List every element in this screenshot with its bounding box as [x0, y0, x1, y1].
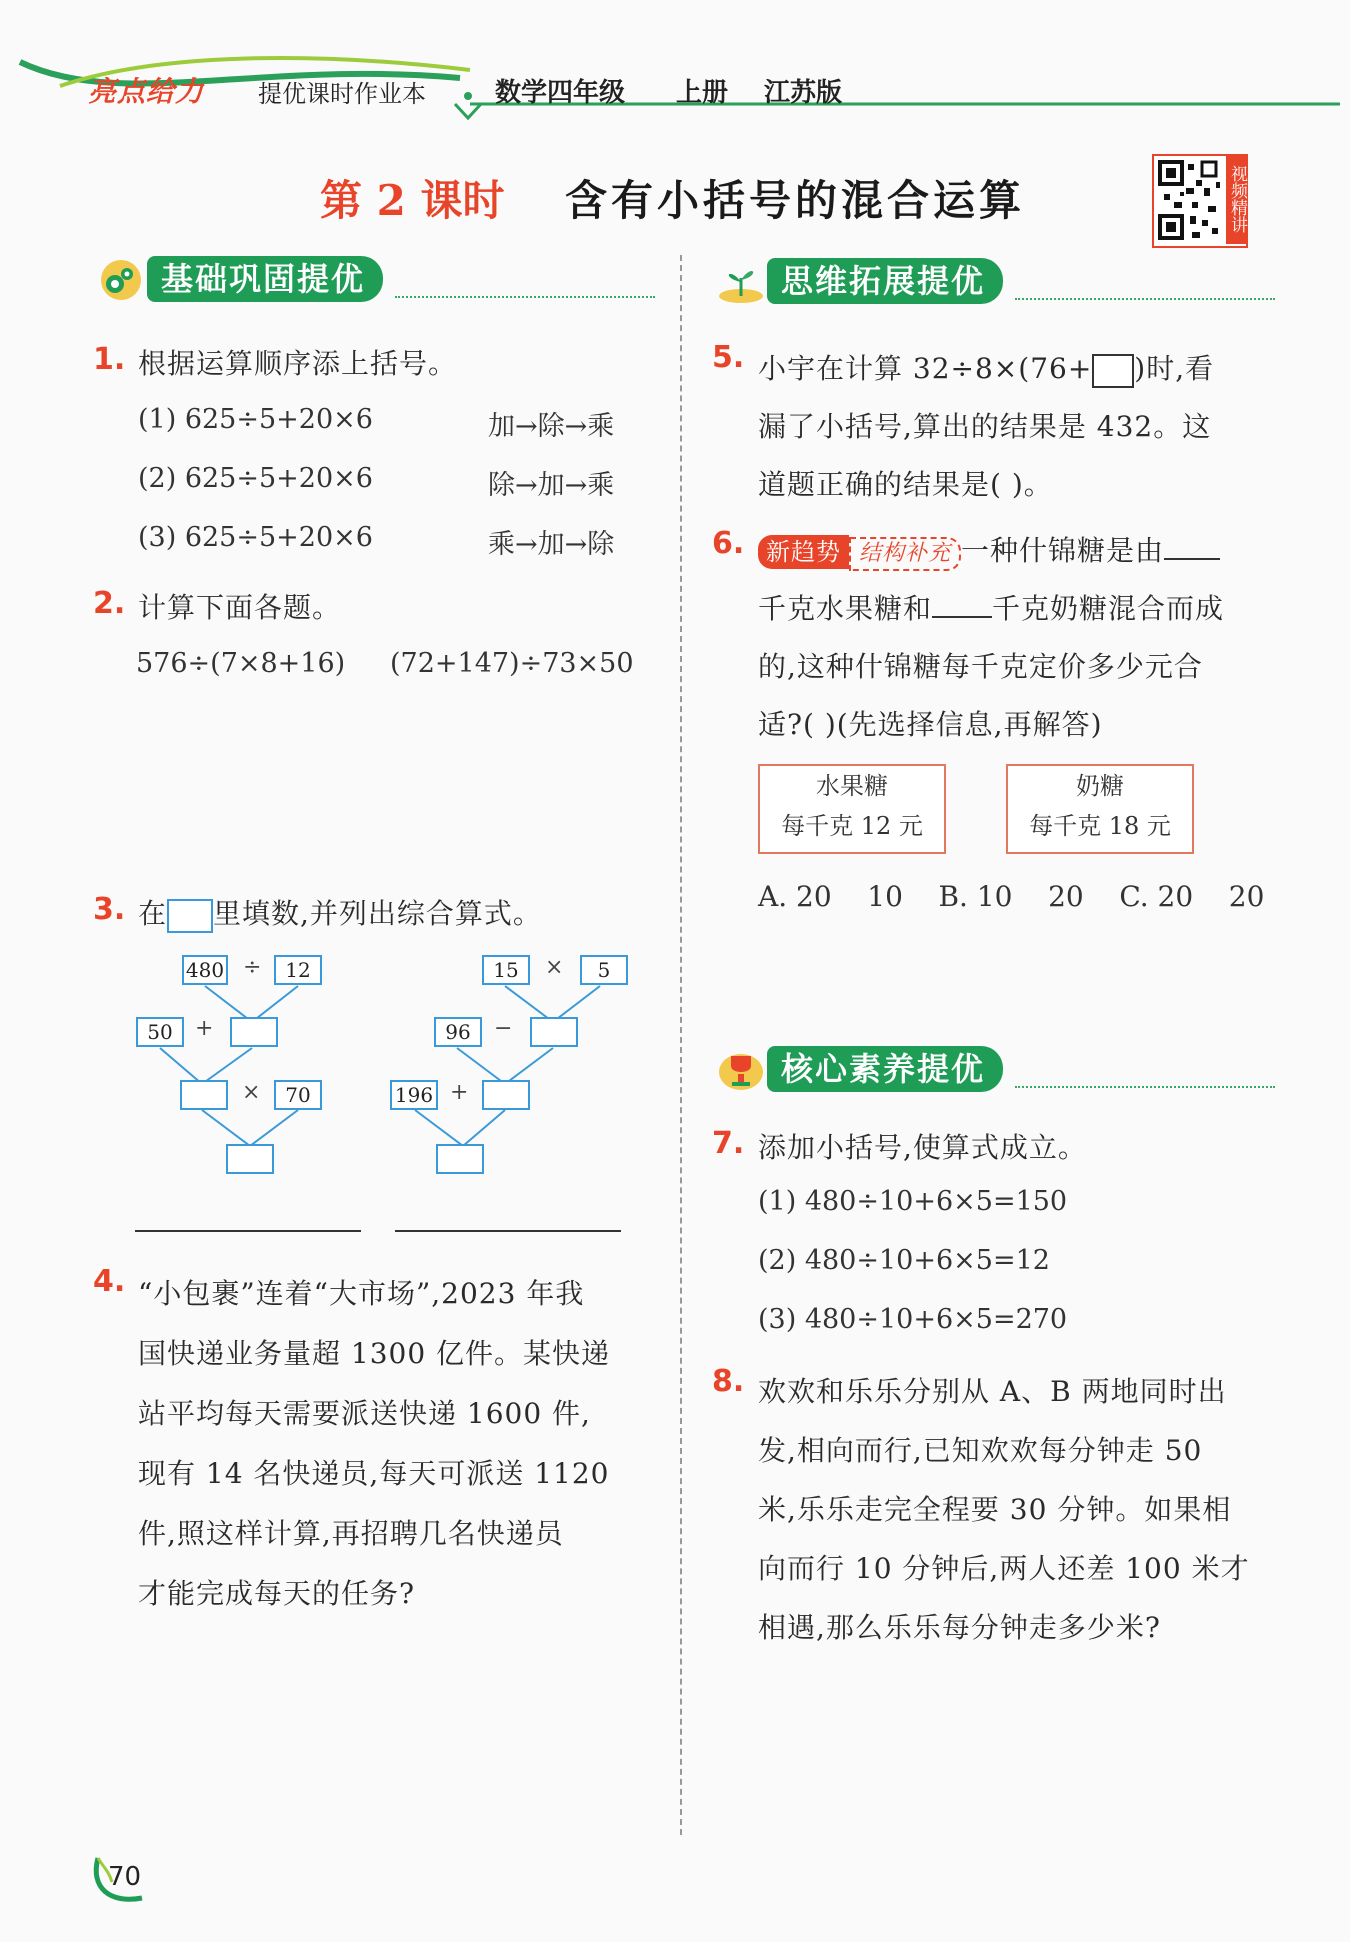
gear-icon — [95, 254, 147, 304]
q3-right-blank-1[interactable] — [530, 1017, 578, 1047]
q5-line-1 — [758, 340, 1278, 398]
q4-line: 站平均每天需要派送快递 1600 件, — [138, 1397, 591, 1430]
section-title-thinking: 思维拓展提优 — [767, 258, 1003, 304]
q1-item-order: 除→加→乘 — [488, 470, 615, 501]
candy-name: 奶糖 — [1076, 772, 1124, 800]
q3-right-box-15: 15 — [482, 955, 530, 985]
q3-right-op2: − — [494, 1016, 513, 1041]
q1-item-order: 加→除→乘 — [488, 411, 615, 442]
section-banner-thinking — [715, 258, 1275, 304]
q6-line-2b: 千克奶糖混合而成 — [992, 592, 1225, 625]
q4-line: 现有 14 名快递员,每天可派送 1120 — [138, 1457, 610, 1490]
q2-expr-2: (72+147)÷73×50 — [390, 648, 634, 679]
q6-line-1-text: 一种什锦糖是由 — [961, 534, 1165, 567]
q3-right-op3: + — [450, 1080, 469, 1105]
q3-text — [138, 892, 542, 933]
q4-number: 4. — [93, 1264, 126, 1299]
q3-right-box-96: 96 — [434, 1017, 482, 1047]
q8-line: 向而行 10 分钟后,两人还差 100 米才 — [758, 1552, 1250, 1585]
q4-body — [138, 1264, 658, 1624]
q5-number: 5. — [712, 340, 745, 375]
q3-left-box-50: 50 — [136, 1017, 184, 1047]
q3-right-op1: × — [545, 955, 564, 980]
q1-item-expr: (2) 625÷5+20×6 — [138, 463, 373, 494]
q3-right-blank-3[interactable] — [436, 1144, 484, 1174]
page-number: 70 — [108, 1862, 142, 1892]
q8-number: 8. — [712, 1364, 745, 1399]
section-title-basic: 基础巩固提优 — [147, 256, 383, 302]
q3-left-op2: + — [195, 1016, 214, 1041]
q6-blank-1[interactable] — [1164, 558, 1220, 560]
q5-blank-box[interactable] — [1092, 354, 1134, 388]
edition: 江苏版 — [764, 78, 843, 108]
q3-text-b: 里填数,并列出综合算式。 — [213, 897, 542, 930]
q3-left-box-480: 480 — [182, 955, 228, 985]
section-banner-basic — [95, 256, 655, 302]
q7-item: (2) 480÷10+6×5=12 — [758, 1245, 1050, 1276]
q2-text: 计算下面各题。 — [138, 591, 342, 624]
q2-expr-1: 576÷(7×8+16) — [136, 648, 346, 679]
q3-answer-line-left[interactable] — [135, 1230, 361, 1232]
volume: 上册 — [676, 78, 729, 108]
candy-price: 每千克 12 元 — [781, 812, 923, 840]
q3-left-op3: × — [242, 1080, 261, 1105]
q3-number: 3. — [93, 892, 126, 927]
q6-options[interactable]: A. 20 10 B. 10 20 C. 20 20 — [758, 880, 1265, 913]
q3-left-op1: ÷ — [243, 955, 262, 980]
q8-line: 发,相向而行,已知欢欢每分钟走 50 — [758, 1434, 1203, 1467]
q7-text: 添加小括号,使算式成立。 — [758, 1131, 1087, 1164]
q1-text: 根据运算顺序添上括号。 — [138, 347, 458, 380]
q5-body — [758, 340, 1278, 514]
q6-line-2 — [758, 580, 1278, 638]
brand-logo: 亮点给力 — [88, 75, 205, 108]
q6-body — [758, 522, 1278, 754]
series-name: 提优课时作业本 — [258, 80, 426, 108]
q3-right-blank-2[interactable] — [482, 1080, 530, 1110]
q3-text-a: 在 — [138, 897, 168, 930]
q1-item-expr: (1) 625÷5+20×6 — [138, 404, 373, 435]
q3-right-box-5: 5 — [580, 955, 628, 985]
q6-tag-new: 新趋势 — [758, 535, 849, 569]
q6-number: 6. — [712, 526, 745, 561]
q5-line-2: 漏了小括号,算出的结果是 432。这 — [758, 410, 1212, 443]
q4-line: “小包裹”连着“大市场”,2023 年我 — [138, 1277, 585, 1310]
q8-line: 米,乐乐走完全程要 30 分钟。如果相 — [758, 1493, 1232, 1526]
subject-grade: 数学四年级 — [495, 78, 626, 108]
q6-line-3: 的,这种什锦糖每千克定价多少元合 — [758, 650, 1203, 683]
candy-card-milk — [1006, 764, 1194, 854]
q8-line: 相遇,那么乐乐每分钟走多少米? — [758, 1611, 1161, 1644]
qr-caption: 视频精讲 — [1226, 154, 1248, 244]
candy-name: 水果糖 — [816, 772, 888, 800]
q4-line: 才能完成每天的任务? — [138, 1577, 416, 1610]
sprout-icon — [715, 256, 767, 306]
q8-line: 欢欢和乐乐分别从 A、B 两地同时出 — [758, 1375, 1227, 1408]
q5-line-3: 道题正确的结果是( )。 — [758, 468, 1053, 501]
candy-card-fruit — [758, 764, 946, 854]
section-banner-core — [715, 1046, 1275, 1092]
q4-line: 国快递业务量超 1300 亿件。某快递 — [138, 1337, 611, 1370]
q6-line-2a: 千克水果糖和 — [758, 592, 933, 625]
q3-sample-box — [167, 899, 213, 933]
q3-answer-line-right[interactable] — [395, 1230, 621, 1232]
q3-right-box-196: 196 — [390, 1080, 438, 1110]
header-decoration — [0, 0, 1350, 130]
q6-line-4: 适?( )(先选择信息,再解答) — [758, 708, 1103, 741]
lesson-number: 第 2 课时 — [320, 176, 505, 225]
q1-number: 1. — [93, 342, 126, 377]
q3-left-box-70: 70 — [274, 1080, 322, 1110]
q1-item-expr: (3) 625÷5+20×6 — [138, 522, 373, 553]
q5-line-1b: )时,看 — [1134, 352, 1215, 385]
q3-left-box-12: 12 — [274, 955, 322, 985]
qr-code[interactable] — [1152, 154, 1248, 248]
column-divider — [680, 255, 682, 1835]
q2-number: 2. — [93, 586, 126, 621]
q3-left-blank-1[interactable] — [230, 1017, 278, 1047]
q7-item: (1) 480÷10+6×5=150 — [758, 1186, 1068, 1217]
candy-price: 每千克 18 元 — [1029, 812, 1171, 840]
q7-item: (3) 480÷10+6×5=270 — [758, 1304, 1068, 1335]
lesson-title: 含有小括号的混合运算 — [565, 176, 1026, 225]
q6-line-1 — [758, 522, 1278, 580]
q4-line: 件,照这样计算,再招聘几名快递员 — [138, 1517, 564, 1550]
q6-tag-sub: 结构补充 — [849, 537, 961, 571]
q7-number: 7. — [712, 1126, 745, 1161]
q5-line-1a: 小宇在计算 32÷8×(76+ — [758, 352, 1093, 385]
section-title-core: 核心素养提优 — [767, 1046, 1003, 1092]
trophy-icon — [715, 1044, 767, 1094]
q3-left-blank-3[interactable] — [226, 1144, 274, 1174]
q6-blank-2[interactable] — [932, 616, 992, 618]
q1-item-order: 乘→加→除 — [488, 529, 615, 560]
q3-left-blank-2[interactable] — [180, 1080, 228, 1110]
q8-body — [758, 1362, 1278, 1657]
